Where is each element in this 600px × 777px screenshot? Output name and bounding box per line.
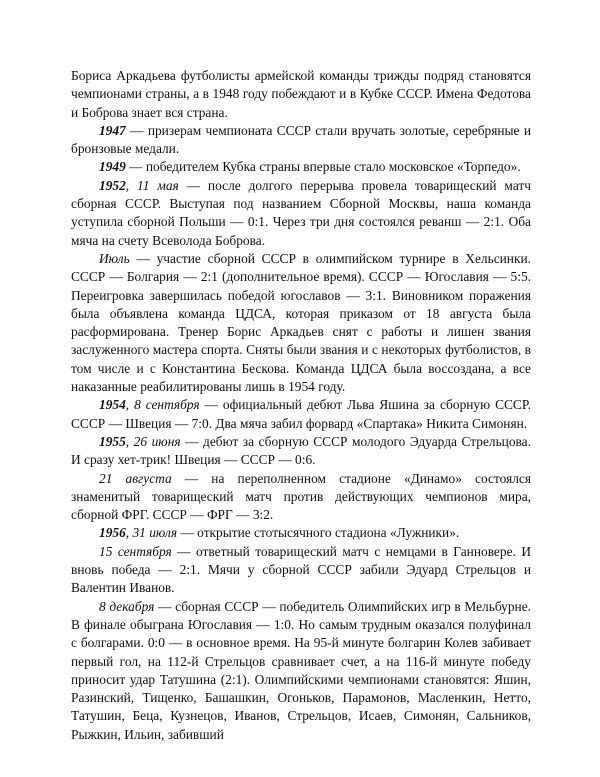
year-label: 1947	[99, 122, 126, 138]
year-label: 1956	[99, 525, 126, 541]
paragraph-1949: 1949 — победителем Кубка страны впервые стало московское «Торпедо».	[99, 159, 521, 175]
paragraph-1947: 1947 — призерам чемпионата СССР стали вручать золотые, серебряные и бронзовые медали.	[71, 122, 531, 157]
paragraph-1952: 1952, 11 мая — после долгого перерыва провела товарищеский матч сборная СССР. Выступая под названием Сборной Москвы, наша команда уступила сборной Польши — 0:1. Через три дня состоялся реванш — 2:1. Оба мяча на счету Всеволода Боброва.	[71, 177, 531, 248]
paragraph-dec-1956: 8 декабря — сборная СССР — победитель Олимпийских игр в Мельбурне. В финале обыграна Югославия — 1:0. Но самым трудным оказался полуфинал с болгарами. 0:0 — в основное время. На 95-й минуте болгарин Колев забивает первый гол, на 112-й Стрельцов сравнивает счет, а на 116-й минуте победу приносит удар Татушина (2:1). Олимпийскими чемпионами становятся: Яшин, Разинский, Тищенко, Башашкин, Огоньков, Парамонов, Масленкин, Нетто, Татушин, Беца, Кузнецов, Иванов, Стрельцов, Исаев, Симонян, Сальников, Рыжкин, Ильин, забивший	[71, 598, 531, 742]
year-label: 1949	[99, 159, 126, 175]
date-label: Июль	[99, 250, 130, 266]
date-label: , 11 мая	[125, 177, 179, 193]
date-label: , 8 сентября	[125, 397, 200, 413]
paragraph-1956: 1956, 31 июля — открытие стотысячного стадиона «Лужники».	[99, 525, 460, 541]
year-label: 1955	[99, 433, 126, 449]
paragraph-aug-1955: 21 августа — на переполненном стадионе «Динамо» состоялся знаменитый товарищеский матч против действующих чемпионов мира, сборной ФРГ. СССР — ФРГ — 3:2.	[71, 470, 532, 523]
date-label: 8 декабря	[99, 598, 155, 614]
date-label: , 26 июня	[125, 433, 181, 449]
date-label: 21 августа	[99, 470, 172, 486]
paragraph-july-1952: Июль — участие сборной СССР в олимпийском турнире в Хельсинки. СССР — Болгария — 2:1 (дополнительное время). СССР — Югославия — 5:5. Переигровка завершилась победой югославов — 3:1. Виновником поражения была объявлена команда ЦДСА, которая приказом от 18 августа была расформирована. Тренер Борис Аркадьев снят с работы и лишен звания заслуженного мастера спорта. Сняты были звания и с некоторых футболистов, в том числе и с Константина Бескова. Команда ЦДСА была воссоздана, а все наказанные реабилитированы лишь в 1954 году.	[71, 250, 531, 395]
paragraph-1954: 1954, 8 сентября — официальный дебют Льва Яшина за сборную СССР. СССР — Швеция — 7:0. Два мяча забил форвард «Спартака» Никита Симонян.	[71, 397, 531, 431]
year-label: 1954	[99, 397, 126, 413]
date-label: , 31 июля	[125, 525, 178, 541]
year-label: 1952	[99, 177, 126, 193]
paragraph-1955: 1955, 26 июня — дебют за сборную СССР молодого Эдуарда Стрельцова. И сразу хет-трик! Швеция — СССР — 0:6.	[71, 433, 531, 468]
document-page	[71, 67, 531, 744]
date-label: 15 сентября	[99, 543, 172, 559]
paragraph-intro: Бориса Аркадьева футболисты армейской команды трижды подряд становятся чемпионами страны, а в 1948 году побеждают и в Кубке СССР. Имена Федотова и Боброва знает вся страна.	[71, 68, 531, 120]
paragraph-sep-1956: 15 сентября — ответный товарищеский матч с немцами в Ганновере. И вновь победа — 2:1. Мячи у сборной СССР забили Эдуард Стрельцов и Валентин Иванов.	[71, 543, 531, 596]
